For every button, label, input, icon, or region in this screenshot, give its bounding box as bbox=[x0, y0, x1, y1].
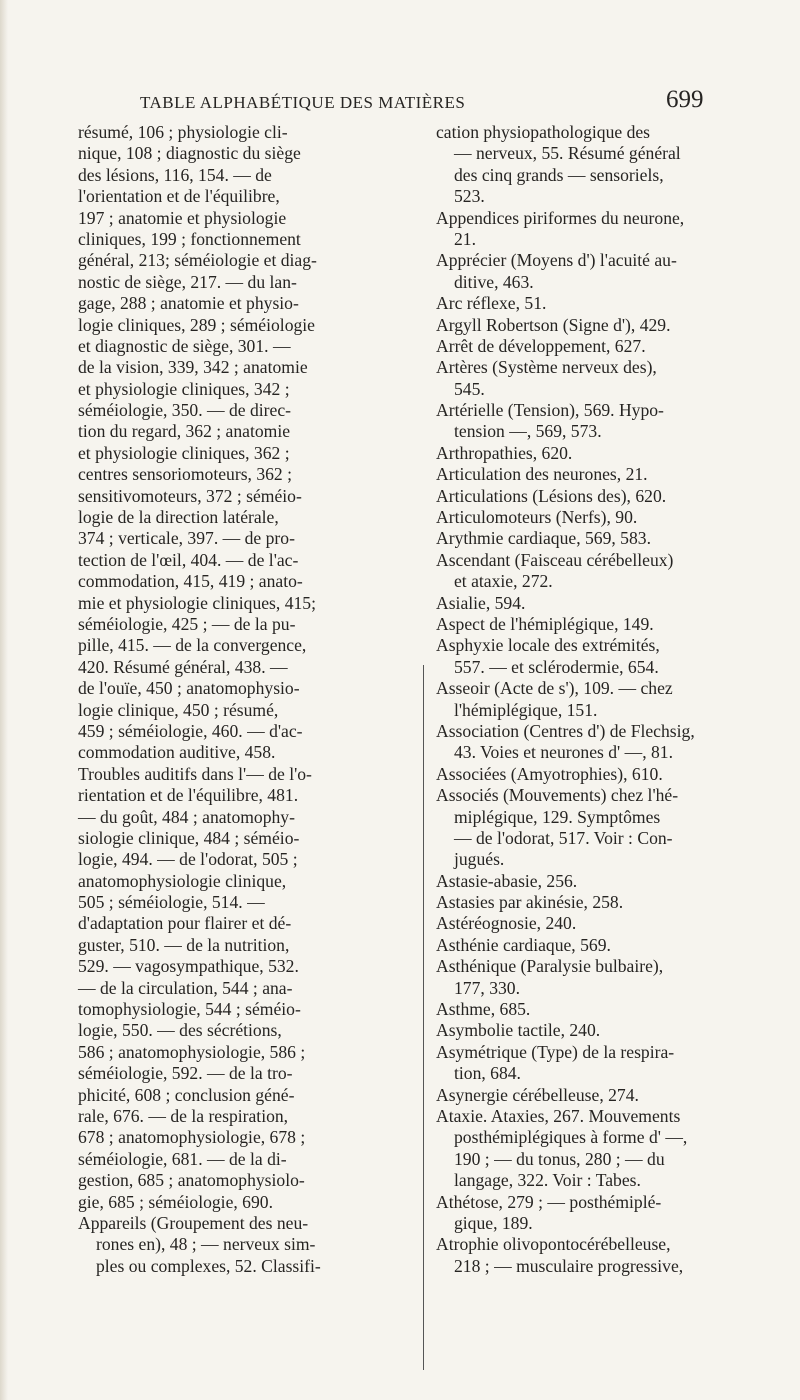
index-line: séméiologie, 681. — de la di- bbox=[78, 1148, 287, 1169]
index-line: Associés (Mouvements) chez l'hé- bbox=[436, 785, 679, 806]
index-line: tomophysiologie, 544 ; séméio- bbox=[78, 999, 301, 1020]
index-line: nique, 108 ; diagnostic du siège bbox=[78, 143, 301, 164]
index-line: 523. bbox=[454, 186, 485, 207]
index-line: logie de la direction latérale, bbox=[78, 507, 279, 528]
index-line: commodation, 415, 419 ; anato- bbox=[78, 571, 303, 592]
index-line: 545. bbox=[454, 378, 485, 399]
index-line: guster, 510. — de la nutrition, bbox=[78, 934, 290, 955]
index-line: Articulation des neurones, 21. bbox=[436, 464, 648, 485]
index-column-right bbox=[436, 122, 766, 1277]
index-line: et diagnostic de siège, 301. — bbox=[78, 335, 291, 356]
index-line: Asynergie cérébelleuse, 274. bbox=[436, 1084, 639, 1105]
index-line: Appendices piriformes du neurone, bbox=[436, 207, 685, 228]
index-line: 459 ; séméiologie, 460. — d'ac- bbox=[78, 720, 303, 741]
index-line: ples ou complexes, 52. Classifi- bbox=[96, 1255, 321, 1276]
index-line: — du goût, 484 ; anatomophy- bbox=[78, 806, 295, 827]
index-line: centres sensoriomoteurs, 362 ; bbox=[78, 464, 293, 485]
index-line: Artères (Système nerveux des), bbox=[436, 357, 657, 378]
index-line: siologie clinique, 484 ; séméio- bbox=[78, 827, 300, 848]
index-line: Atrophie olivopontocérébelleuse, bbox=[436, 1234, 671, 1255]
index-line: Astéréognosie, 240. bbox=[436, 913, 577, 934]
index-line: ditive, 463. bbox=[454, 271, 534, 292]
index-line: Arrêt de développement, 627. bbox=[436, 335, 646, 356]
index-line: rale, 676. — de la respiration, bbox=[78, 1105, 289, 1126]
index-column-left bbox=[78, 122, 408, 1277]
index-line: 586 ; anatomophysiologie, 586 ; bbox=[78, 1041, 306, 1062]
index-line: résumé, 106 ; physiologie cli- bbox=[78, 122, 288, 142]
index-line: Artérielle (Tension), 569. Hypo- bbox=[436, 400, 664, 421]
index-line: 505 ; séméiologie, 514. — bbox=[78, 892, 265, 913]
index-line: logie cliniques, 289 ; séméiologie bbox=[78, 314, 315, 335]
index-line: Articulomoteurs (Nerfs), 90. bbox=[436, 507, 638, 528]
index-line: rientation et de l'équilibre, 481. bbox=[78, 785, 299, 806]
index-line: 177, 330. bbox=[454, 977, 520, 998]
index-line: Apprécier (Moyens d') l'acuité au- bbox=[436, 250, 677, 271]
index-line: 420. Résumé général, 438. — bbox=[78, 656, 288, 677]
index-line: d'adaptation pour flairer et dé- bbox=[78, 913, 292, 934]
index-line: posthémiplégiques à forme d' —, bbox=[454, 1127, 688, 1148]
index-line: jugués. bbox=[454, 849, 505, 870]
index-line: Associées (Amyotrophies), 610. bbox=[436, 763, 663, 784]
index-line: tection de l'œil, 404. — de l'ac- bbox=[78, 549, 299, 570]
index-line: Asseoir (Acte de s'), 109. — chez bbox=[436, 678, 673, 699]
index-line: 529. — vagosympathique, 532. bbox=[78, 956, 299, 977]
index-line: et physiologie cliniques, 342 ; bbox=[78, 378, 290, 399]
index-line: 678 ; anatomophysiologie, 678 ; bbox=[78, 1127, 306, 1148]
index-line: Asthénique (Paralysie bulbaire), bbox=[436, 956, 664, 977]
index-line: l'hémiplégique, 151. bbox=[454, 699, 598, 720]
index-line: phicité, 608 ; conclusion géné- bbox=[78, 1084, 295, 1105]
index-line: Asialie, 594. bbox=[436, 592, 526, 613]
index-line: 374 ; verticale, 397. — de pro- bbox=[78, 528, 295, 549]
index-line: mie et physiologie cliniques, 415; bbox=[78, 592, 316, 613]
index-line: Appareils (Groupement des neu- bbox=[78, 1212, 309, 1233]
index-line: séméiologie, 592. — de la tro- bbox=[78, 1063, 293, 1084]
index-line: Arythmie cardiaque, 569, 583. bbox=[436, 528, 651, 549]
index-line: l'orientation et de l'équilibre, bbox=[78, 186, 280, 207]
index-line: de l'ouïe, 450 ; anatomophysio- bbox=[78, 678, 300, 699]
page-number: 699 bbox=[666, 86, 704, 113]
index-line: Arc réflexe, 51. bbox=[436, 293, 547, 314]
index-line: et physiologie cliniques, 362 ; bbox=[78, 442, 290, 463]
index-line: cation physiopathologique des bbox=[436, 122, 651, 142]
index-line: Astasie-abasie, 256. bbox=[436, 870, 578, 891]
index-line: de la vision, 339, 342 ; anatomie bbox=[78, 357, 308, 378]
column-rule bbox=[423, 665, 424, 1370]
index-line: Argyll Robertson (Signe d'), 429. bbox=[436, 314, 671, 335]
index-line: gestion, 685 ; anatomophysiolo- bbox=[78, 1170, 305, 1191]
index-line: Ascendant (Faisceau cérébelleux) bbox=[436, 549, 674, 570]
index-line: séméiologie, 350. — de direc- bbox=[78, 400, 292, 421]
index-line: logie, 550. — des sécrétions, bbox=[78, 1020, 282, 1041]
index-line: pille, 415. — de la convergence, bbox=[78, 635, 307, 656]
index-line: nostic de siège, 217. — du lan- bbox=[78, 271, 297, 292]
index-line: logie clinique, 450 ; résumé, bbox=[78, 699, 279, 720]
index-line: 21. bbox=[454, 228, 476, 249]
index-line: — de l'odorat, 517. Voir : Con- bbox=[454, 827, 673, 848]
index-line: tion, 684. bbox=[454, 1063, 521, 1084]
index-line: Asymbolie tactile, 240. bbox=[436, 1020, 601, 1041]
index-line: tion du regard, 362 ; anatomie bbox=[78, 421, 291, 442]
index-line: Arthropathies, 620. bbox=[436, 442, 573, 463]
index-line: 218 ; — musculaire progressive, bbox=[454, 1255, 684, 1276]
index-line: tension —, 569, 573. bbox=[454, 421, 602, 442]
index-line: Troubles auditifs dans l'— de l'o- bbox=[78, 763, 312, 784]
index-line: commodation auditive, 458. bbox=[78, 742, 276, 763]
index-line: 190 ; — du tonus, 280 ; — du bbox=[454, 1148, 665, 1169]
index-line: logie, 494. — de l'odorat, 505 ; bbox=[78, 849, 298, 870]
index-line: Asthénie cardiaque, 569. bbox=[436, 934, 611, 955]
index-line: Aspect de l'hémiplégique, 149. bbox=[436, 613, 654, 634]
index-line: des lésions, 116, 154. — de bbox=[78, 164, 272, 185]
index-line: gie, 685 ; séméiologie, 690. bbox=[78, 1191, 273, 1212]
index-line: cliniques, 199 ; fonctionnement bbox=[78, 228, 301, 249]
index-line: gique, 189. bbox=[454, 1212, 533, 1233]
index-line: 557. — et sclérodermie, 654. bbox=[454, 656, 659, 677]
index-line: gage, 288 ; anatomie et physio- bbox=[78, 293, 299, 314]
index-line: des cinq grands — sensoriels, bbox=[454, 164, 664, 185]
index-line: Asphyxie locale des extrémités, bbox=[436, 635, 660, 656]
running-head: TABLE ALPHABÉTIQUE DES MATIÈRES bbox=[140, 93, 466, 112]
index-line: 197 ; anatomie et physiologie bbox=[78, 207, 287, 228]
index-line: Articulations (Lésions des), 620. bbox=[436, 485, 667, 506]
index-line: et ataxie, 272. bbox=[454, 571, 553, 592]
index-line: Association (Centres d') de Flechsig, bbox=[436, 720, 695, 741]
index-line: — de la circulation, 544 ; ana- bbox=[78, 977, 293, 998]
index-line: sensitivomoteurs, 372 ; séméio- bbox=[78, 485, 302, 506]
index-line: Ataxie. Ataxies, 267. Mouvements bbox=[436, 1105, 681, 1126]
index-line: Asymétrique (Type) de la respira- bbox=[436, 1041, 675, 1062]
index-line: 43. Voies et neurones d' —, 81. bbox=[454, 742, 674, 763]
index-line: rones en), 48 ; — nerveux sim- bbox=[96, 1234, 316, 1255]
index-line: anatomophysiologie clinique, bbox=[78, 870, 287, 891]
index-line: Athétose, 279 ; — posthémiplé- bbox=[436, 1191, 662, 1212]
index-line: Astasies par akinésie, 258. bbox=[436, 892, 624, 913]
page-edge-shadow bbox=[0, 0, 8, 1400]
index-line: langage, 322. Voir : Tabes. bbox=[454, 1170, 641, 1191]
index-line: général, 213; séméiologie et diag- bbox=[78, 250, 317, 271]
index-line: Asthme, 685. bbox=[436, 999, 531, 1020]
index-line: — nerveux, 55. Résumé général bbox=[454, 143, 681, 164]
index-line: séméiologie, 425 ; — de la pu- bbox=[78, 613, 296, 634]
index-line: miplégique, 129. Symptômes bbox=[454, 806, 661, 827]
